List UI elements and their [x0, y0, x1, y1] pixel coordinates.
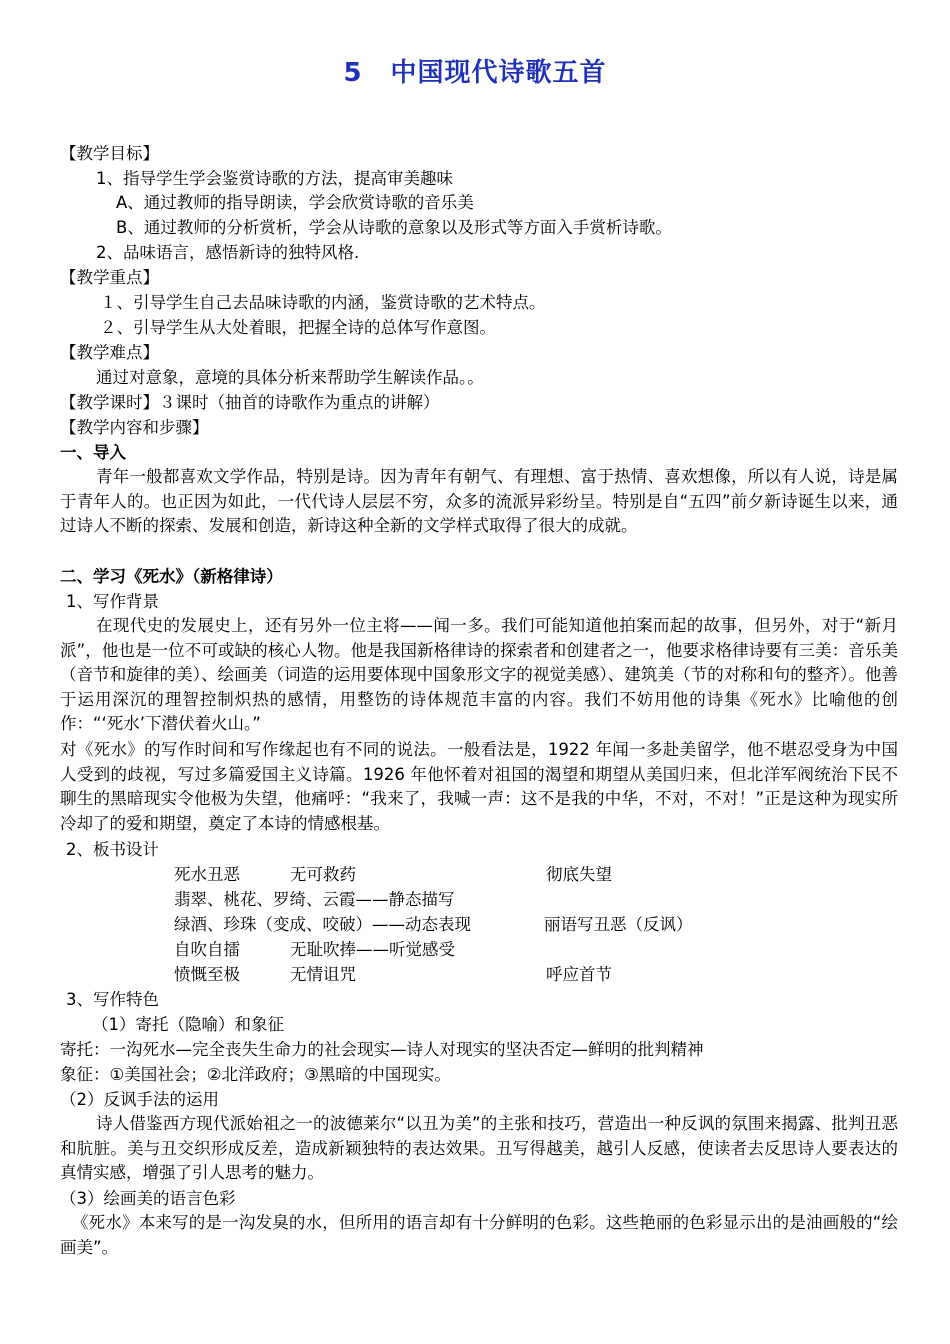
background-paragraph-2: 对《死水》的写作时间和写作缘起也有不同的说法。一般看法是，1922 年闻一多赴美留学，他不堪忍受身为中国人受到的歧视，写过多篇爱国主义诗篇。1926 年他怀着对祖国的渴望和期望从美国归来，但北洋军阀统治下民不聊生的黑暗现实令他极为失望，他痛呼：“我来了，我喊一声：这不是我的中华，不对，不对！”正是这种为现实所冷却了的爱和期望，奠定了本诗的情感根基。: [60, 740, 898, 833]
lesson-title: 中国现代诗歌五首: [390, 58, 607, 88]
features-heading: 3、写作特色: [66, 990, 159, 1009]
feature-1-line-1: 寄托：一沟死水—完全丧失生命力的社会现实—诗人对现实的坚决否定—鲜明的批判精神: [60, 1040, 704, 1059]
feature-2-heading: （2）反讽手法的运用: [60, 1090, 219, 1109]
goal-item-1: 1、指导学生学会鉴赏诗歌的方法，提高审美趣味: [96, 169, 453, 188]
background-paragraph: 在现代史的发展史上，还有另外一位主将——闻一多。我们可能知道他拍案而起的故事，但另外，对于“新月派”，他也是一位不可或缺的核心人物。他是我国新格律诗的探索者和创建者之一，他要求格律诗要有三美：音乐美（音节和旋律的美）、绘画美（词造的运用要体现中国象形文字的视觉美感）、建筑美（节的对称和句的整齐）。他善于运用深沉的理智控制炽热的感情，用整饬的诗体规范丰富的内容。我们不妨用他的诗集《死水》比喻他的创作：“‘死水’下潜伏着火山。”: [60, 616, 898, 734]
keypoints-heading: 【教学重点】: [60, 268, 159, 287]
goal-item-b: B、通过教师的分析赏析，学会从诗歌的意象以及形式等方面入手赏析诗歌。: [116, 218, 672, 237]
board-row-5-col-2: 无情诅咒: [290, 965, 356, 984]
content-heading: 【教学内容和步骤】: [60, 418, 209, 437]
board-row-4-col-1: 自吹自擂: [174, 940, 240, 959]
feature-3-heading: （3）绘画美的语言色彩: [60, 1189, 236, 1208]
difficulties-text: 通过对意象，意境的具体分析来帮助学生解读作品。。: [96, 368, 484, 387]
board-row-1-col-2: 无可救药: [290, 865, 356, 884]
goal-item-a: A、通过教师的指导朗读，学会欣赏诗歌的音乐美: [116, 193, 474, 212]
board-row-3-col-1: 绿酒、珍珠（变成、咬破）——动态表现: [174, 915, 471, 934]
feature-2-paragraph: 诗人借鉴西方现代派始祖之一的波德莱尔“以丑为美”的主张和技巧，营造出一种反讽的氛围来揭露、批判丑恶和肮脏。美与丑交织形成反差，造成新颖独特的表达效果。丑写得越美，越引人反感，使读者去反思诗人要表达的真情实感，增强了引人思考的魅力。: [60, 1114, 898, 1183]
class-hours: 【教学课时】３课时（抽首的诗歌作为重点的讲解）: [60, 393, 440, 412]
board-row-5-col-1: 愤慨至极: [174, 965, 240, 984]
section2-heading: 二、学习《死水》（新格律诗）: [60, 567, 283, 586]
board-row-1-col-3: 彻底失望: [546, 865, 612, 884]
difficulties-heading: 【教学难点】: [60, 343, 159, 362]
goal-item-2: 2、品味语言，感悟新诗的独特风格.: [96, 243, 360, 262]
board-row-4-col-2: 无耻吹捧——听觉感受: [290, 940, 455, 959]
feature-3-paragraph: 《死水》本来写的是一沟发臭的水，但所用的语言却有十分鲜明的色彩。这些艳丽的色彩显示出的是油画般的“绘画美”。: [60, 1213, 898, 1257]
intro-paragraph: 青年一般都喜欢文学作品，特别是诗。因为青年有朝气、有理想、富于热情、喜欢想像，所以有人说，诗是属于青年人的。也正因为如此，一代代诗人层层不穷，众多的流派异彩纷呈。特别是自“五四”前夕新诗诞生以来，通过诗人不断的探索、发展和创造，新诗这种全新的文学样式取得了很大的成就。: [60, 467, 898, 536]
board-row-3-col-3: 丽语写丑恶（反讽）: [544, 915, 693, 934]
page-title: [0, 52, 950, 89]
keypoint-item-1: １、引导学生自己去品味诗歌的内涵，鉴赏诗歌的艺术特点。: [100, 293, 546, 312]
board-heading: 2、板书设计: [66, 840, 159, 859]
board-row-5-col-3: 呼应首节: [546, 965, 612, 984]
feature-1-line-2: 象征：①美国社会；②北洋政府；③黑暗的中国现实。: [60, 1065, 451, 1084]
feature-1-heading: （1）寄托（隐喻）和象征: [92, 1015, 284, 1034]
board-row-2: 翡翠、桃花、罗绮、云霞——静态描写: [174, 890, 455, 909]
board-row-1-col-1: 死水丑恶: [174, 865, 240, 884]
keypoint-item-2: ２、引导学生从大处着眼，把握全诗的总体写作意图。: [100, 318, 496, 337]
lesson-number: 5: [343, 58, 363, 88]
section1-heading: 一、导入: [60, 443, 126, 462]
background-heading: 1、写作背景: [66, 592, 159, 611]
goals-heading: 【教学目标】: [60, 144, 159, 163]
